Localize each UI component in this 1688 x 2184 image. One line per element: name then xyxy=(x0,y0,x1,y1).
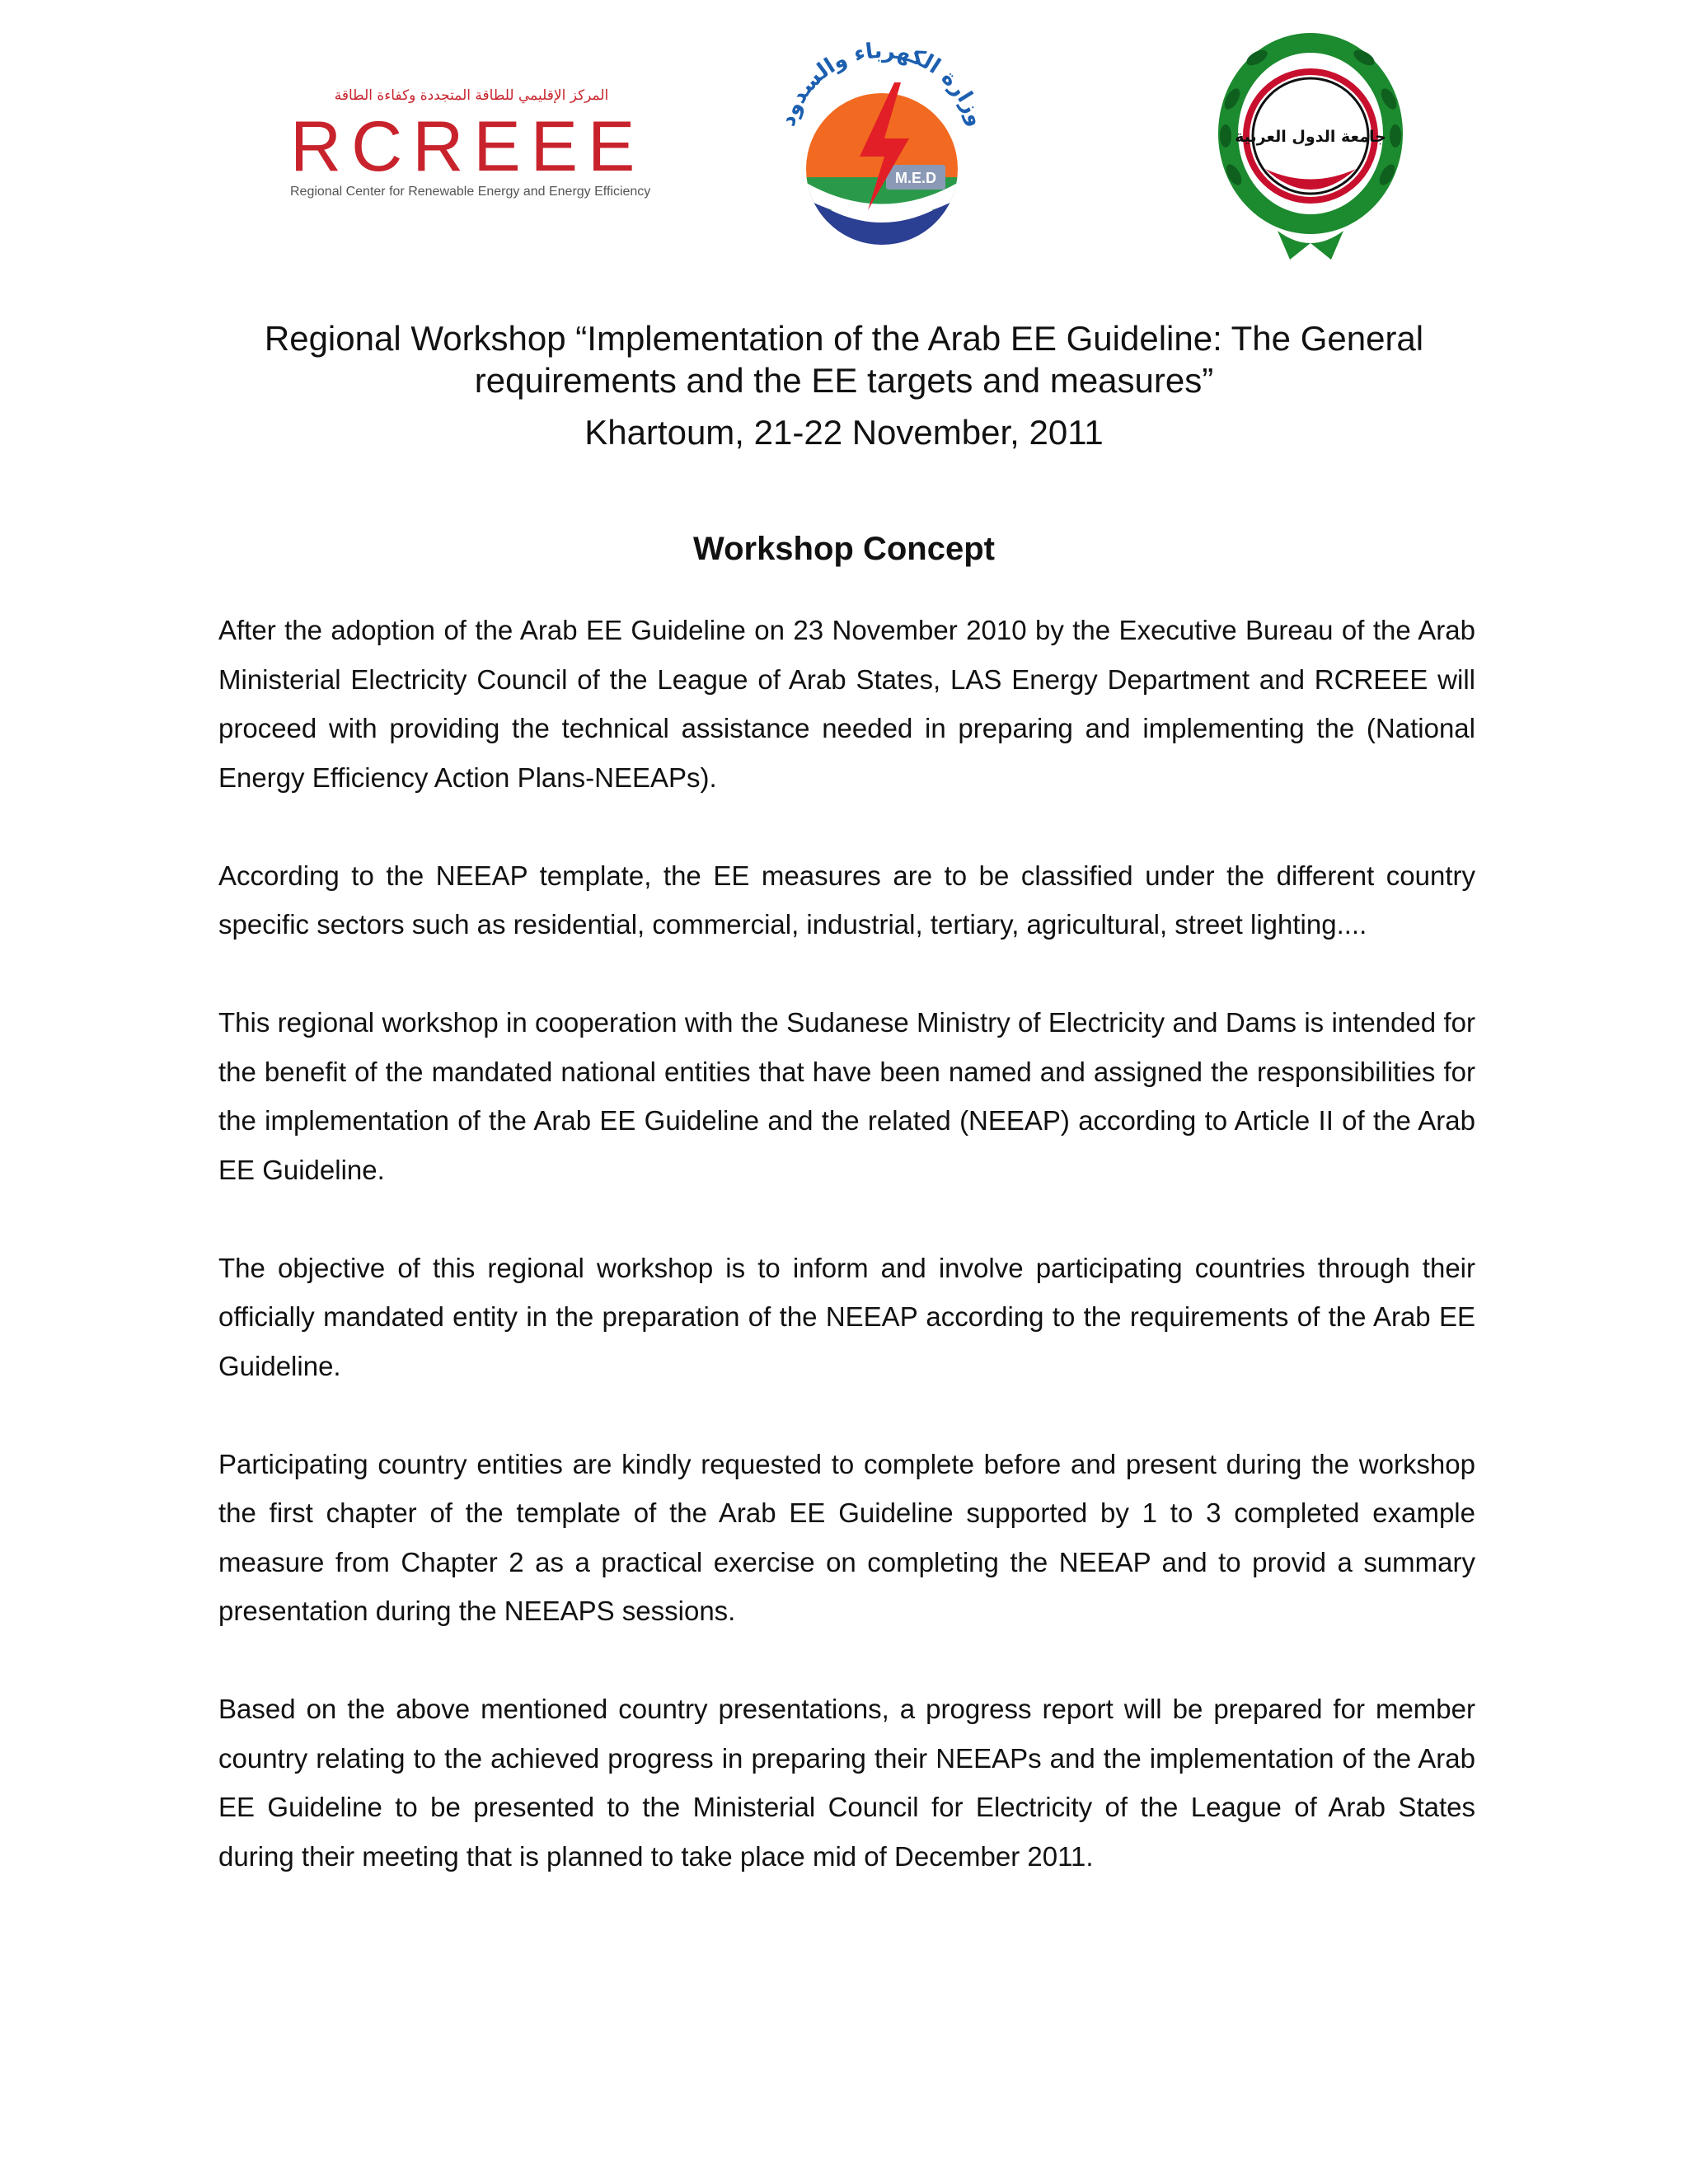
title-line-1: Regional Workshop “Implementation of the Arab EE Guideline: The General xyxy=(264,319,1424,358)
rcreee-logo xyxy=(288,78,655,210)
paragraph: Based on the above mentioned country presentations, a progress report will be prepared for member country relating to the achieved progress in preparing their NEEAPs and the implementation of the Arab EE Guideline to be presented to the Ministerial Council for Electricity of the League of Arab States during their meeting that is planned to take place mid of December 2011. xyxy=(218,1694,1475,1872)
arab-league-emblem xyxy=(1207,25,1414,264)
paragraph: According to the NEEAP template, the EE measures are to be classified under the different country specific sectors such as residential, commercial, industrial, tertiary, agricultural, street lighting.... xyxy=(218,860,1475,940)
ministry-logo xyxy=(771,33,993,255)
paragraph: After the adoption of the Arab EE Guideline on 23 November 2010 by the Executive Bureau of the Arab Ministerial Electricity Council of the League of Arab States, LAS Energy Department and RCREEE will proceed with providing the technical assistance needed in preparing and implementing the (National Energy Efficiency Action Plans-NEEAPs). xyxy=(218,615,1475,793)
workshop-title-block xyxy=(165,317,1523,453)
rcreee-wordmark: RCREEE xyxy=(290,107,645,186)
title-date-location: Khartoum, 21-22 November, 2011 xyxy=(584,413,1104,452)
rcreee-subtitle: Regional Center for Renewable Energy and Energy Efficiency xyxy=(290,185,651,199)
paragraph: Participating country entities are kindly requested to complete before and present during the workshop the first chapter of the template of the Arab EE Guideline supported by 1 to 3 completed example measure from Chapter 2 as a practical exercise on completing the NEEAP and to provid a summary presentation during the NEEAPS sessions. xyxy=(218,1448,1475,1626)
rcreee-arabic-name: المركز الإقليمي للطاقة المتجددة وكفاءة الطاقة xyxy=(334,87,609,104)
logo-header xyxy=(0,0,1688,280)
title-line-2: requirements and the EE targets and measures” xyxy=(474,361,1214,400)
document-body xyxy=(218,606,1475,1930)
paragraph: The objective of this regional workshop is to inform and involve participating countries through their officially mandated entity in the preparation of the NEEAP according to the requirements of the Arab EE Guideline. xyxy=(218,1252,1475,1381)
ministry-arabic-name: وزارة الكهرباء والسدود xyxy=(775,38,989,129)
paragraph: This regional workshop in cooperation with the Sudanese Ministry of Electricity and Dams is intended for the benefit of the mandated national entities that have been named and assigned the responsibilities for the implementation of the Arab EE Guideline and the related (NEEAP) according to Article II of the Arab EE Guideline. xyxy=(218,1007,1475,1185)
arab-league-arabic-name: جامعة الدول العربية xyxy=(1235,128,1386,146)
ministry-abbr: M.E.D xyxy=(894,170,937,186)
section-heading: Workshop Concept xyxy=(693,531,995,567)
